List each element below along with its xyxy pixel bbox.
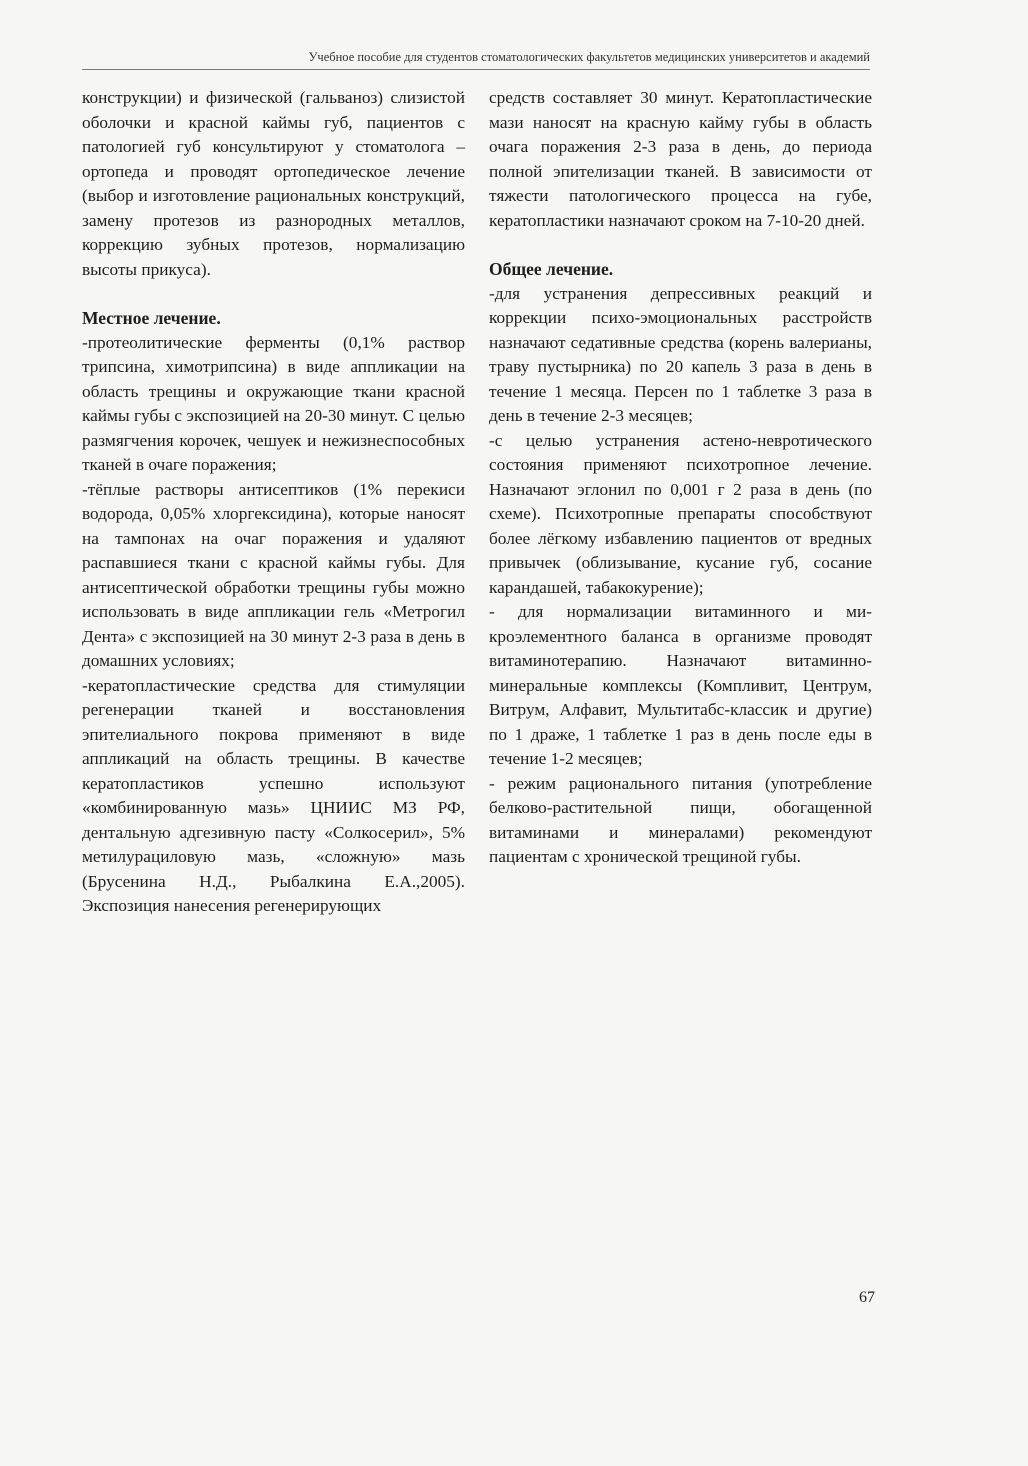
section-gap [489,233,872,257]
running-header: Учебное пособие для студентов стоматологических факультетов медицинских университетов и академий [308,50,870,64]
continuation-paragraph: средств составляет 30 минут. Кератопластические мази наносят на красную кайму губы в область очага поражения 2-3 раза в день, до периода полной эпителизации тканей. В зависимости от тяжести патологического процесса на губе, кератопластики назначают сроком на 7-10-20 дней. [489,88,872,230]
general-item-vitamins: - для нормализации витаминного и микроэлементного баланса в организме проводят витаминотерапию. Назначают витаминно-минеральные комплексы (Компливит, Центрум, Витрум, Алфавит, Мультитабс-классик и другие) по 1 драже, 1 таблетке 1 раз в день после еды в течение 1-2 месяцев; [489,602,872,768]
general-item-nutrition: - режим рационального питания (употребление белково-растительной пищи, обогащенной витаминами и минералами) рекомендуют пациентам с хронической трещиной губы. [489,773,872,866]
general-item-sedative: -для устранения депрессивных реакций и коррекции психо-эмоциональных расстройств назначают седативные средства (корень валерианы, траву пустырника) по 20 капель 3 раза в день в течение 1 месяца. Персен по 1 таблетке 3 раза в день в течение 2-3 месяцев; [489,283,872,425]
general-item-psychotropic: -с целью устранения астено-невротического состояния применяют психотропное лечение. Назначают эглонил по 0,001 г 2 раза в день (по схеме). Психотропные препараты способствуют более лёгкому избавлению пациентов от вредных привычек (облизывание, кусание губ, сосание карандашей, табакокурение); [489,430,872,597]
header-rule [82,69,870,70]
general-treatment-heading: Общее лечение. [489,259,614,279]
local-item-antiseptic: -тёплые растворы антисептиков (1% перекиси водорода, 0,05% хлоргексидина), которые наносят на тампонах на очаг поражения и удаляют распавшиеся ткани с красной каймы губы. Для антисептической обработки трещины губы можно использовать в виде аппликации гель «Метрогил Дента» с экспозицией на 30 минут 2-3 раза в день в домашних условиях; [82,479,465,670]
intro-paragraph: конструкции) и физической (гальваноз) слизистой оболочки и красной каймы губ, пациентов с патологией губ консультируют у стоматолога – ортопеда и проводят ортопедическое лечение (выбор и изготовление рациональных конструкций, замену протезов из разнородных металлов, коррекцию зубных протезов, нормализацию высоты прикуса). [82,88,465,279]
section-gap [82,282,465,306]
local-item-keratoplastic: -кератопластические средства для стимуляции регенерации тканей и восстановления эпителиального покрова применяют в виде аппликаций на область трещины. В качестве кератопластиков успешно используют «комбинированную мазь» ЦНИИС МЗ РФ, дентальную адгезивную пасту «Солкосерил», 5% метилурациловую мазь, «сложную» мазь (Брусенина Н.Д., Рыбалкина Е.А.,2005). Экспозиция нанесения регенерирующих [82,675,465,915]
page-number: 67 [859,1289,875,1306]
local-item-proteolytic: -протеолитические ферменты (0,1% раствор трипсина, химотрипсина) в виде аппликации на область трещины и окружающие ткани красной каймы губы с экспозицией на 20-30 минут. С целью размягчения корочек, чешуек и нежизнеспособных тканей в очаге поражения; [82,332,465,474]
local-treatment-heading: Местное лечение. [82,308,221,328]
left-column [82,86,465,919]
right-column [489,86,872,870]
